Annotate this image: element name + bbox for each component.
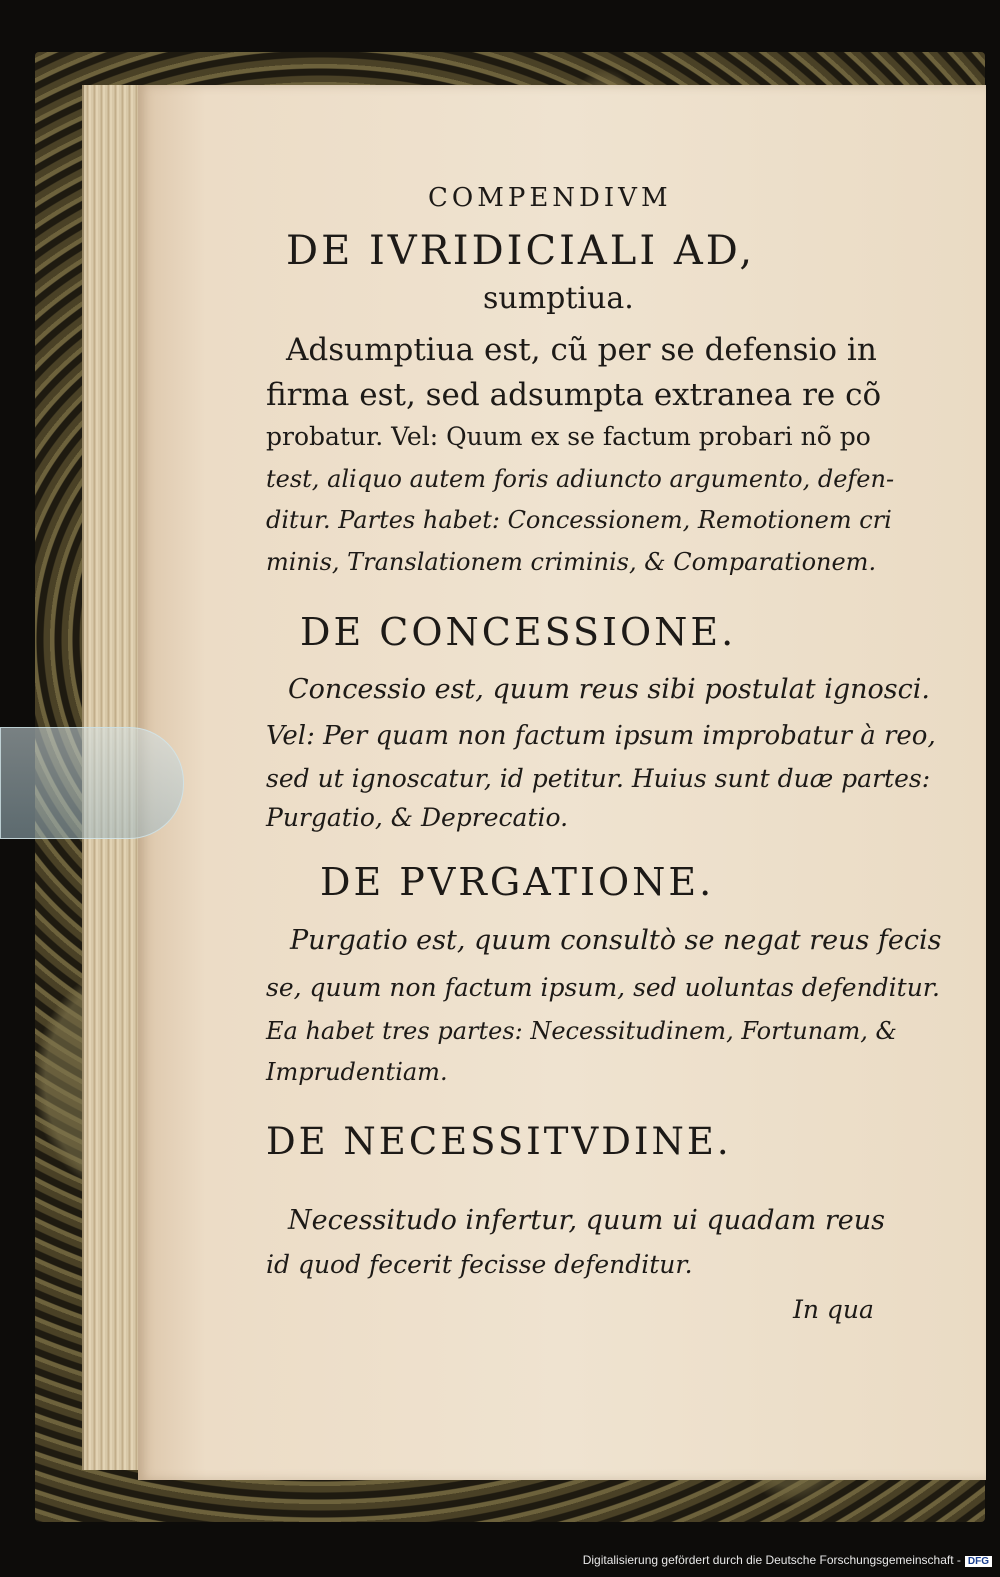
- section-heading-necessitudine: DE NECESSITVDINE.: [266, 1120, 732, 1163]
- body-line: firma est, sed adsumpta extranea re cõ: [266, 377, 882, 413]
- body-line: sed ut ignoscatur, id petitur. Huius sunt duæ partes:: [266, 764, 931, 793]
- body-line: Purgatio, & Deprecatio.: [266, 803, 569, 832]
- body-line: Adsumptiua est, cũ per se defensio in: [286, 332, 877, 368]
- catchword: In qua: [793, 1295, 874, 1324]
- body-line: test, aliquo autem foris adiuncto argumento, defen-: [266, 465, 895, 493]
- body-line: minis, Translationem criminis, & Comparationem.: [266, 548, 877, 576]
- footer-credit: [583, 1553, 992, 1567]
- body-line: ditur. Partes habet: Concessionem, Remotionem cri: [266, 506, 892, 534]
- body-line: se, quum non factum ipsum, sed uoluntas defenditur.: [266, 973, 940, 1002]
- running-head: COMPENDIVM: [428, 183, 672, 213]
- body-line: id quod fecerit fecisse defenditur.: [266, 1250, 693, 1279]
- body-line: Purgatio est, quum consultò se negat reus fecis: [290, 925, 942, 956]
- body-line: Concessio est, quum reus sibi postulat ignosci.: [288, 674, 930, 705]
- dfg-logo: DFG: [965, 1556, 992, 1567]
- section-heading-concessione: DE CONCESSIONE.: [300, 610, 737, 654]
- body-line: Necessitudo infertur, quum ui quadam reus: [288, 1205, 885, 1236]
- body-line: probatur. Vel: Quum ex se factum probari nõ po: [266, 422, 871, 451]
- body-line: Imprudentiam.: [266, 1058, 448, 1086]
- section-heading-iuridiciali-cont: sumptiua.: [483, 281, 634, 316]
- book-page: [138, 85, 986, 1480]
- section-heading-purgatione: DE PVRGATIONE.: [320, 860, 715, 904]
- section-heading-iuridiciali: DE IVRIDICIALI AD,: [286, 228, 756, 274]
- bookmark-tab: [0, 727, 184, 839]
- body-line: Vel: Per quam non factum ipsum improbatur à reo,: [266, 721, 936, 751]
- body-line: Ea habet tres partes: Necessitudinem, Fortunam, &: [266, 1017, 897, 1045]
- footer-text: Digitalisierung gefördert durch die Deutsche Forschungsgemeinschaft -: [582, 1553, 961, 1567]
